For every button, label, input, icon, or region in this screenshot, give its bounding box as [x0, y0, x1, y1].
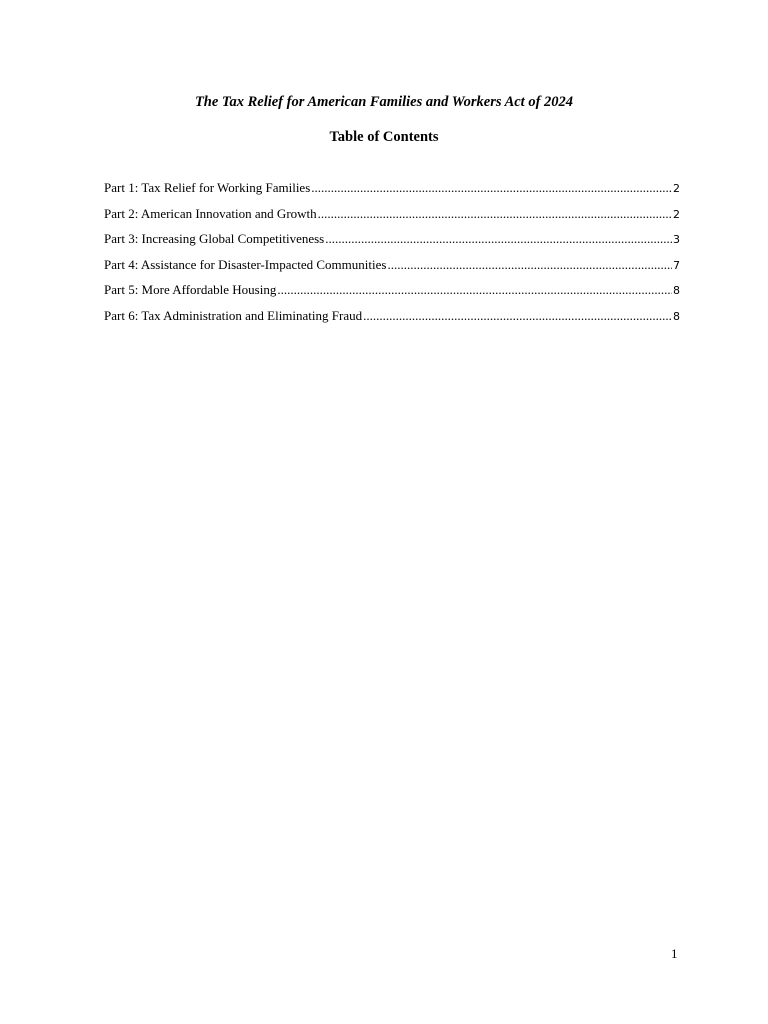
toc-heading: Table of Contents — [329, 129, 439, 145]
toc-entry-label: Part 6: Tax Administration and Eliminating Fraud — [104, 307, 363, 323]
toc-entry-page: 8 — [673, 309, 680, 323]
toc-entry-page: 8 — [673, 284, 680, 297]
toc-dot-leader — [311, 179, 672, 197]
toc-entry-part-1[interactable] — [104, 179, 680, 205]
toc-entry-page: 3 — [673, 233, 680, 246]
toc-dot-leader — [363, 307, 672, 325]
toc-dot-leader — [325, 230, 672, 248]
toc-entry-page: 2 — [673, 207, 680, 221]
toc-dot-leader — [387, 256, 672, 274]
toc-dot-leader — [277, 281, 672, 299]
toc-entry-label: Part 3: Increasing Global Competitiveness — [104, 231, 325, 246]
toc-entry-part-4[interactable] — [104, 256, 680, 282]
toc-dot-leader — [318, 205, 672, 223]
toc-entry-label: Part 5: More Affordable Housing — [104, 282, 277, 297]
toc-entry-part-3[interactable] — [104, 230, 680, 256]
toc-entry-label: Part 1: Tax Relief for Working Families — [104, 180, 311, 195]
document-title: The Tax Relief for American Families and Workers Act of 2024 — [194, 94, 574, 110]
toc-entry-page: 7 — [673, 258, 680, 272]
toc-entry-part-6[interactable] — [104, 307, 680, 333]
toc-entry-label: Part 4: Assistance for Disaster-Impacted Communities — [104, 256, 387, 272]
toc-entry-part-5[interactable] — [104, 281, 680, 307]
toc-entry-part-2[interactable] — [104, 205, 680, 231]
page-number: 1 — [671, 946, 678, 961]
table-of-contents — [104, 179, 680, 332]
toc-entry-label: Part 2: American Innovation and Growth — [104, 205, 317, 221]
toc-entry-page: 2 — [673, 182, 680, 195]
